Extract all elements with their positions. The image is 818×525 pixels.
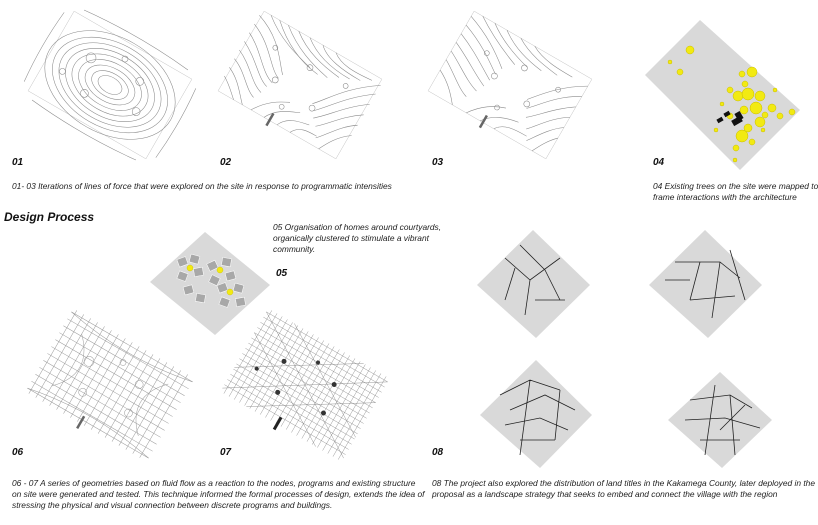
- caption-05-line1: 05 Organisation of homes around courtyards,: [273, 222, 442, 232]
- panel-number-07: 07: [220, 447, 232, 458]
- panel-number-08: 08: [432, 447, 444, 458]
- section-title: Design Process: [4, 210, 95, 224]
- panel-number-06: 06: [12, 447, 24, 458]
- caption-04-line2: frame interactions with the architecture: [653, 192, 797, 202]
- caption-01-03: 01- 03 Iterations of lines of force that were explored on the site in response to programmatic intensities: [12, 181, 392, 191]
- panel-number-05: 05: [276, 268, 288, 279]
- caption-05-line2: organically clustered to stimulate a vibrant: [273, 233, 429, 243]
- panel-number-03: 03: [432, 157, 444, 168]
- panel-number-04: 04: [653, 157, 665, 168]
- caption-05-line3: community.: [273, 244, 316, 254]
- caption-06-07-line3: stressing the physical and visual connection between discrete programs and buildings.: [12, 500, 333, 510]
- caption-06-07-line1: 06 - 07 A series of geometries based on fluid flow as a reaction to the nodes, programs and existing structure: [12, 478, 416, 488]
- panel-number-01: 01: [12, 157, 24, 168]
- panel-number-02: 02: [220, 157, 232, 168]
- caption-06-07-line2: on site were generated and tested. This technique informed the formal processes of design, extends the idea of: [12, 489, 425, 499]
- caption-04-line1: 04 Existing trees on the site were mapped to: [653, 181, 818, 191]
- caption-08-line2: proposal as a landscape strategy that seeks to embed and connect the village with the region: [432, 489, 778, 499]
- caption-08-line1: 08 The project also explored the distribution of land titles in the Kakamega County, later deployed in the: [432, 478, 815, 488]
